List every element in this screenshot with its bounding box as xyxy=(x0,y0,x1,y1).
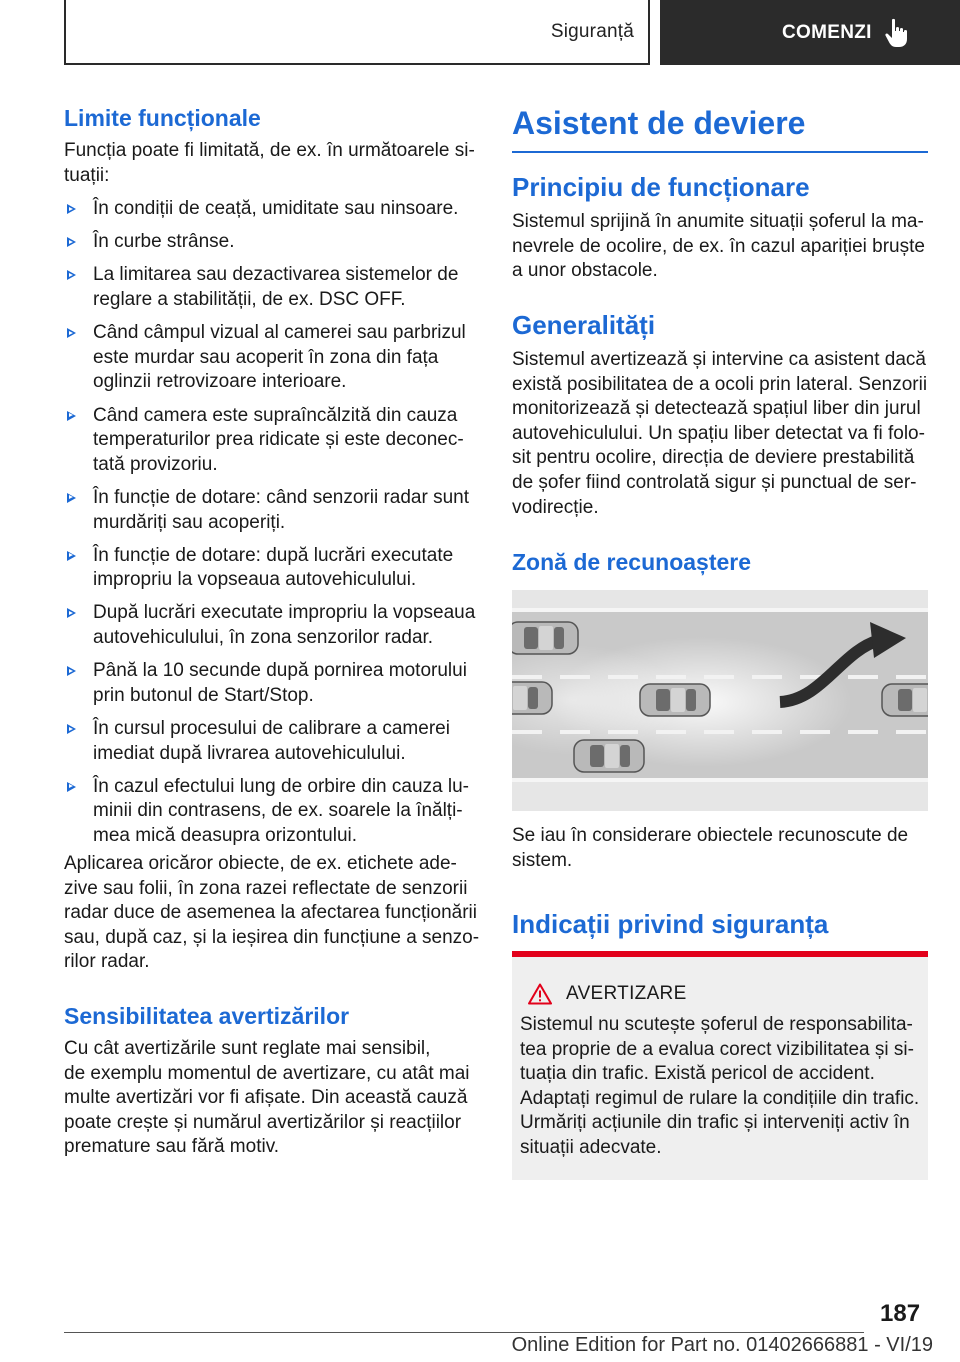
text-line: oglinzii retrovizoare interioare. xyxy=(93,371,347,393)
footer-rule xyxy=(64,1332,864,1333)
text-line: rilor radar. xyxy=(64,951,150,973)
road-diagram xyxy=(512,590,928,811)
safety-heading: Indicații privind siguranța xyxy=(512,909,829,939)
chapter-tab[interactable] xyxy=(660,0,960,65)
text-line: tea proprie de a evalua corect vizibilitatea și si- xyxy=(520,1038,914,1060)
text-line: În curbe strânse. xyxy=(93,231,235,253)
text-line: Sistemul nu scutește șoferul de responsabilita- xyxy=(520,1014,913,1035)
triangle-bullet-icon xyxy=(67,328,76,338)
chapter-tab-label: COMENZI xyxy=(782,21,872,43)
principle-text xyxy=(512,210,932,284)
text-line: Funcția poate fi limitată, de ex. în următoarele si- xyxy=(64,140,475,161)
zone-heading: Zonă de recunoaștere xyxy=(512,549,752,575)
edition-footer: Online Edition for Part no. 01402666881 - VI/19 xyxy=(511,1334,933,1356)
warning-text xyxy=(520,1013,920,1161)
limits-list xyxy=(64,197,484,857)
page-number: 187 xyxy=(880,1300,921,1327)
warning-header xyxy=(520,983,920,1005)
text-line: Când camera este supraîncălzită din cauza xyxy=(93,404,458,426)
main-title: Asistent de deviere xyxy=(512,105,806,141)
text-line: a unor obstacole. xyxy=(512,260,658,282)
text-line: monitorizează și detectează spațiul liber din jurul xyxy=(512,398,921,420)
text-line: tuații: xyxy=(64,164,110,186)
text-line: Adaptați regimul de rulare la condițiile din trafic. xyxy=(520,1087,920,1109)
triangle-bullet-icon xyxy=(67,608,76,618)
text-line: Sistemul avertizează și intervine ca asistent dacă xyxy=(512,349,926,370)
text-line: imediat după livrarea autovehiculului. xyxy=(93,742,406,764)
main-title-block xyxy=(512,104,928,153)
limits-list-item xyxy=(64,486,484,535)
limits-list-item xyxy=(64,197,484,222)
text-line: impropriu la vopseaua autovehiculului. xyxy=(93,569,417,591)
sensitivity-text xyxy=(64,1037,484,1160)
text-line: nevrele de ocolire, de ex. în cazul apariției bruște xyxy=(512,235,925,257)
section-tab[interactable] xyxy=(64,0,650,65)
text-line: vodirecție. xyxy=(512,496,599,518)
text-line: multe avertizări vor fi afișate. Din această cauză xyxy=(64,1087,468,1109)
text-line: Până la 10 secunde după pornirea motorului xyxy=(93,660,467,682)
text-line: Se iau în considerare obiectele recunoscute de xyxy=(512,825,909,846)
text-line: sistem. xyxy=(512,849,573,871)
detection-zone-illustration xyxy=(512,590,928,811)
warning-box xyxy=(512,951,928,1180)
triangle-bullet-icon xyxy=(67,204,76,214)
text-line: de exemplu momentul de avertizare, cu atât mai xyxy=(64,1062,470,1084)
limits-list-item xyxy=(64,544,484,593)
pointing-hand-icon xyxy=(884,18,910,48)
text-line: Când câmpul vizual al camerei sau parbrizul xyxy=(93,322,466,344)
title-rule xyxy=(512,151,928,153)
text-line: zive sau folii, în zona razei reflectate de senzorii xyxy=(64,877,468,899)
text-line: autovehiculului. Un spațiu liber detectat va fi folo- xyxy=(512,422,925,444)
text-line: de șofer fiind controlată sigur și punctual de ser- xyxy=(512,471,917,493)
text-line: radar duce de asemenea la afectarea funcționării xyxy=(64,902,477,924)
text-line: Cu cât avertizările sunt reglate mai sensibil, xyxy=(64,1038,431,1059)
zone-caption xyxy=(512,824,932,873)
limits-list-item xyxy=(64,321,484,395)
section-tab-label: Siguranță xyxy=(550,20,634,42)
triangle-bullet-icon xyxy=(67,237,76,247)
limits-list-item xyxy=(64,230,484,255)
text-line: premature sau fără motiv. xyxy=(64,1136,280,1158)
general-text xyxy=(512,348,932,520)
limits-intro xyxy=(64,139,484,188)
text-line: Urmăriți acțiunile din trafic și interveniți activ în xyxy=(520,1112,910,1134)
sensitivity-heading: Sensibilitatea avertizărilor xyxy=(64,1003,350,1029)
text-line: La limitarea sau dezactivarea sistemelor de xyxy=(93,264,459,286)
text-line: În cursul procesului de calibrare a camerei xyxy=(93,718,450,740)
triangle-bullet-icon xyxy=(67,493,76,503)
limits-outro xyxy=(64,852,484,975)
limits-list-item xyxy=(64,601,484,650)
limits-list-item xyxy=(64,263,484,312)
text-line: tată provizoriu. xyxy=(93,453,218,475)
text-line: temperaturilor prea ridicate și este deconec- xyxy=(93,429,464,451)
text-line: reglare a stabilității, de ex. DSC OFF. xyxy=(93,288,406,310)
limits-list-item xyxy=(64,775,484,849)
text-line: În funcție de dotare: după lucrări executate xyxy=(93,544,454,566)
text-line: este murdar sau acoperit în zona din fața xyxy=(93,346,439,368)
triangle-bullet-icon xyxy=(67,551,76,561)
text-line: poate crește și numărul avertizărilor și reacțiilor xyxy=(64,1111,462,1133)
triangle-bullet-icon xyxy=(67,666,76,676)
text-line: În condiții de ceață, umiditate sau ninsoare. xyxy=(93,198,459,219)
text-line: minii din contrasens, de ex. soarele la înălți- xyxy=(93,800,463,822)
limits-list-item xyxy=(64,404,484,478)
limits-list-item xyxy=(64,659,484,708)
text-line: murdăriți sau acoperiți. xyxy=(93,511,286,533)
text-line: situații adecvate. xyxy=(520,1136,662,1158)
text-line: Aplicarea oricăror obiecte, de ex. etichete ade- xyxy=(64,853,457,874)
text-line: După lucrări executate impropriu la vopseaua xyxy=(93,602,476,624)
text-line: tuația din trafic. Există pericol de accident. xyxy=(520,1063,875,1085)
text-line: În funcție de dotare: când senzorii radar sunt xyxy=(93,486,470,508)
warning-triangle-icon xyxy=(528,983,552,1005)
limits-list-item xyxy=(64,717,484,766)
principle-heading: Principiu de funcționare xyxy=(512,172,810,202)
text-line: În cazul efectului lung de orbire din cauza lu- xyxy=(93,775,470,797)
text-line: Sistemul sprijină în anumite situații șoferul la ma- xyxy=(512,211,924,232)
text-line: mea mică deasupra orizontului. xyxy=(93,825,358,846)
text-line: sit pentru ocolire, direcția de deviere prestabilită xyxy=(512,447,915,469)
warning-label: AVERTIZARE xyxy=(566,983,687,1004)
triangle-bullet-icon xyxy=(67,782,76,792)
limits-heading: Limite funcționale xyxy=(64,105,261,131)
triangle-bullet-icon xyxy=(67,724,76,734)
text-line: există posibilitatea de a ocoli prin lateral. Senzorii xyxy=(512,373,928,395)
text-line: autovehiculului, în zona senzorilor radar. xyxy=(93,627,434,649)
triangle-bullet-icon xyxy=(67,270,76,280)
text-line: sau, după caz, și la ieșirea din funcțiune a senzo- xyxy=(64,926,480,948)
general-heading: Generalități xyxy=(512,310,656,340)
triangle-bullet-icon xyxy=(67,411,76,421)
text-line: prin butonul de Start/Stop. xyxy=(93,684,314,706)
